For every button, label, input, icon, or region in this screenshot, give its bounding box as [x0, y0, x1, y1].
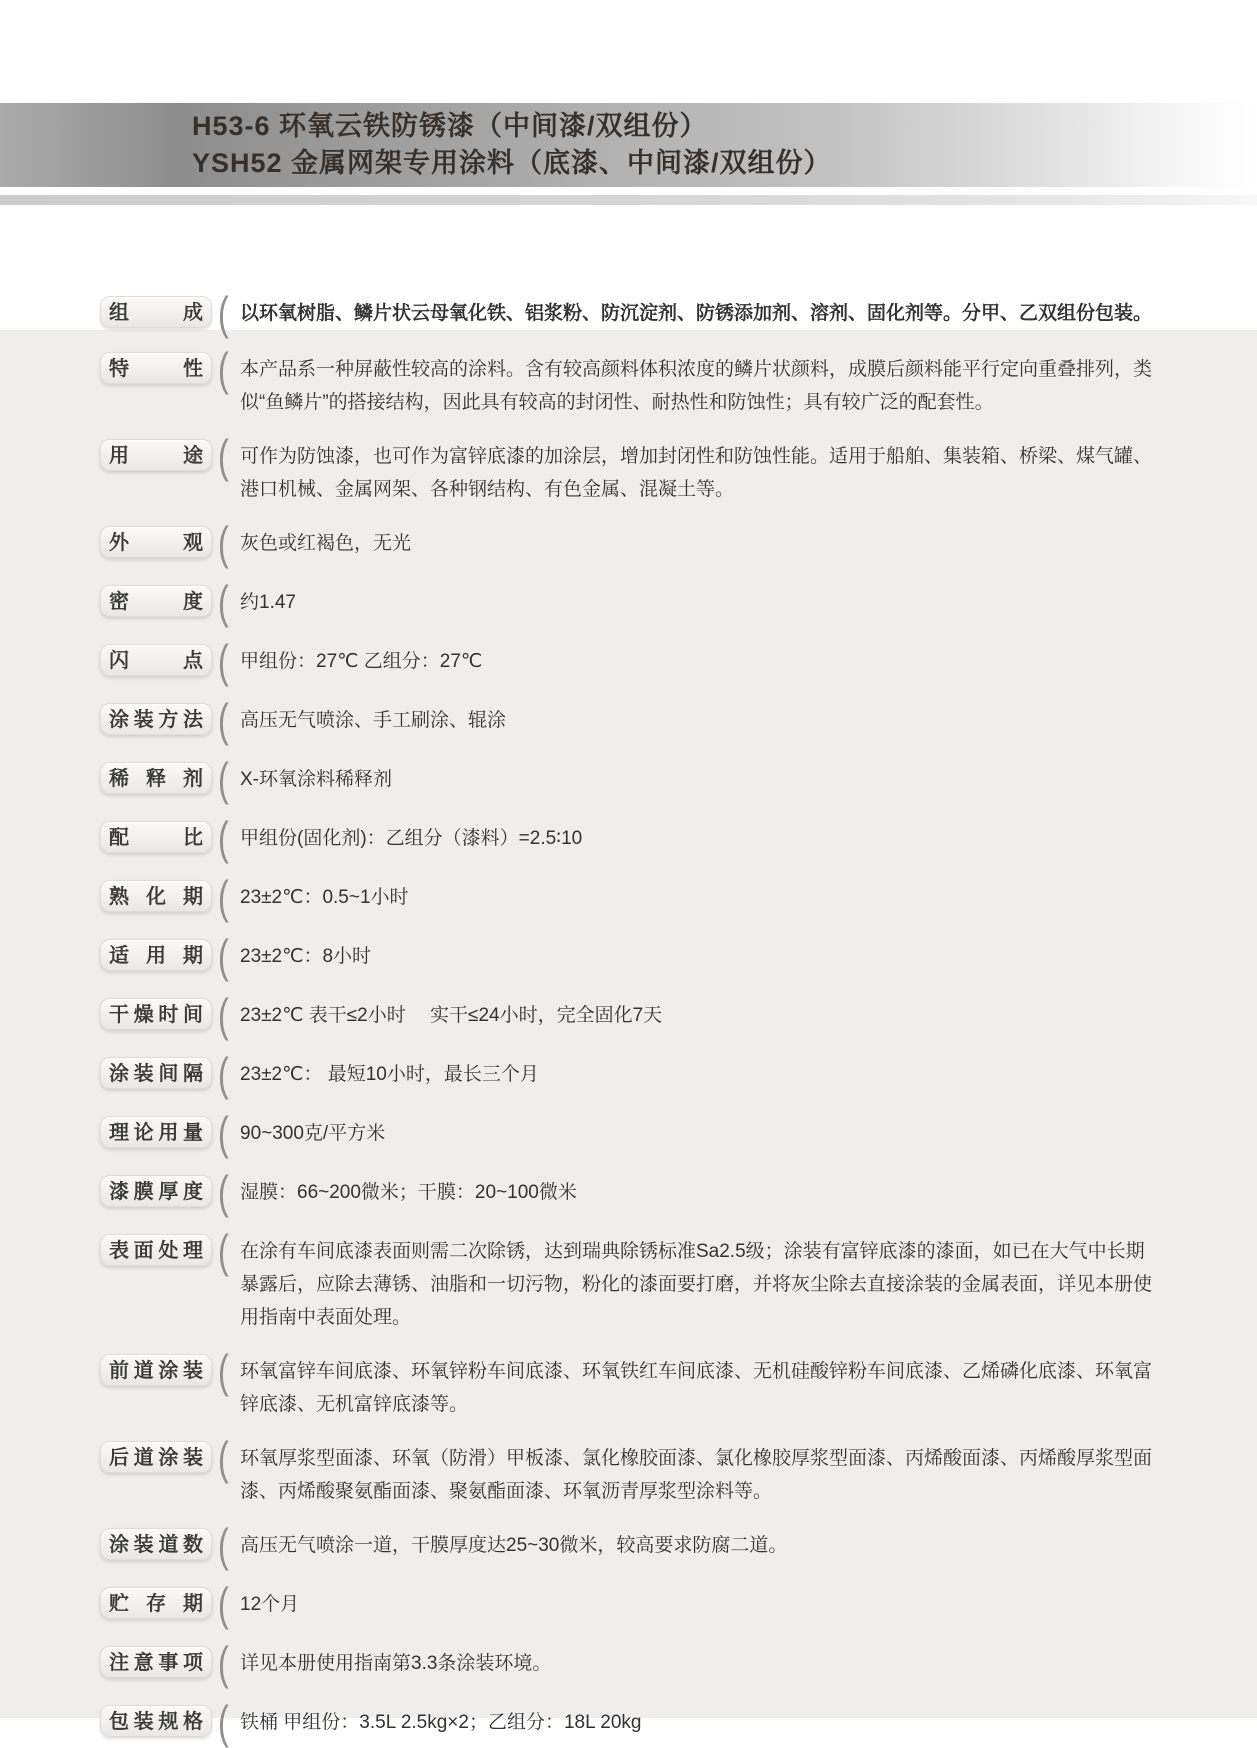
row-label: 包装规格 [100, 1705, 212, 1737]
row-value: 高压无气喷涂、手工刷涂、辊涂 [240, 710, 507, 731]
row-value: 在涂有车间底漆表面则需二次除锈，达到瑞典除锈标准Sa2.5级；涂装有富锌底漆的漆面，如已在大气中长期暴露后，应除去薄锈、油脂和一切污物，粉化的漆面要打磨，并将灰尘除去直接涂装的金属表面，详见本册使用指南中表面处理。 [240, 1241, 1153, 1328]
row-label: 熟化期 [100, 880, 212, 912]
row-label: 贮存期 [100, 1587, 212, 1619]
row-usage [100, 439, 1257, 506]
row-value: 可作为防蚀漆，也可作为富锌底漆的加涂层，增加封闭性和防蚀性能。适用于船舶、集装箱、桥梁、煤气罐、港口机械、金属网架、各种钢结构、有色金属、混凝土等。 [240, 446, 1153, 500]
row-label: 涂装间隔 [100, 1057, 212, 1089]
left-bracket-glyph [218, 1523, 231, 1567]
row-value: 约1.47 [240, 592, 296, 613]
left-bracket-glyph [218, 875, 231, 919]
row-value: 详见本册使用指南第3.3条涂装环境。 [240, 1653, 552, 1674]
header-accent-band [0, 195, 1257, 205]
row-pot-life [100, 939, 1257, 978]
row-value: 高压无气喷涂一道，干膜厚度达25~30微米，较高要求防腐二道。 [240, 1535, 788, 1556]
row-label: 漆膜厚度 [100, 1175, 212, 1207]
row-label: 用途 [100, 439, 212, 471]
left-bracket-glyph [218, 816, 231, 860]
row-value: 环氧厚浆型面漆、环氧（防滑）甲板漆、氯化橡胶面漆、氯化橡胶厚浆型面漆、丙烯酸面漆、丙烯酸厚浆型面漆、丙烯酸聚氨酯面漆、聚氨酯面漆、环氧沥青厚浆型涂料等。 [240, 1448, 1153, 1502]
left-bracket-glyph [218, 1170, 231, 1214]
row-label: 适用期 [100, 939, 212, 971]
row-value: 23±2℃： 最短10小时，最长三个月 [240, 1064, 539, 1085]
row-previous-coat [100, 1354, 1257, 1421]
left-bracket-glyph [218, 1229, 231, 1273]
product-title-line1: H53-6 环氧云铁防锈漆（中间漆/双组份） [192, 111, 708, 141]
row-precautions [100, 1646, 1257, 1685]
left-bracket-glyph [218, 698, 231, 742]
composition-section [0, 205, 1257, 330]
left-bracket-glyph [218, 580, 231, 624]
left-bracket-glyph [218, 1641, 231, 1685]
row-label: 外观 [100, 526, 212, 558]
row-label: 涂装方法 [100, 703, 212, 735]
row-subsequent-coat [100, 1441, 1257, 1508]
row-value: 甲组份(固化剂)：乙组分（漆料）=2.5∶10 [240, 828, 583, 849]
row-flash-point [100, 644, 1257, 683]
row-label: 闪点 [100, 644, 212, 676]
left-bracket-glyph [218, 347, 231, 391]
left-bracket-glyph [218, 1582, 231, 1626]
row-film-thickness [100, 1175, 1257, 1214]
left-bracket-glyph [218, 521, 231, 565]
row-packaging [100, 1705, 1257, 1744]
left-bracket-glyph [218, 993, 231, 1037]
left-bracket-glyph [218, 934, 231, 978]
row-label: 涂装道数 [100, 1528, 212, 1560]
left-bracket-glyph [218, 639, 231, 683]
left-bracket-glyph [218, 291, 231, 335]
row-label: 稀释剂 [100, 762, 212, 794]
page-header [0, 103, 1257, 187]
row-surface-treatment [100, 1234, 1257, 1334]
row-number-of-coats [100, 1528, 1257, 1567]
row-value: 甲组份：27℃ 乙组分：27℃ [240, 651, 483, 672]
row-mixing-ratio [100, 821, 1257, 860]
row-value: 90~300克/平方米 [240, 1123, 386, 1144]
row-label: 前道涂装 [100, 1354, 212, 1386]
row-density [100, 585, 1257, 624]
row-theoretical-consumption [100, 1116, 1257, 1155]
row-characteristics [100, 352, 1257, 419]
row-label: 理论用量 [100, 1116, 212, 1148]
row-value: 以环氧树脂、鳞片状云母氧化铁、铝浆粉、防沉淀剂、防锈添加剂、溶剂、固化剂等。分甲、乙双组份包装。 [240, 303, 1153, 324]
row-induction-time [100, 880, 1257, 919]
row-label: 注意事项 [100, 1646, 212, 1678]
row-label: 干燥时间 [100, 998, 212, 1030]
row-composition [100, 296, 1257, 335]
row-value: 铁桶 甲组份：3.5L 2.5kg×2；乙组分：18L 20kg [240, 1712, 642, 1733]
row-shelf-life [100, 1587, 1257, 1626]
row-recoat-interval [100, 1057, 1257, 1096]
left-bracket-glyph [218, 1700, 231, 1744]
row-value: 湿膜：66~200微米；干膜：20~100微米 [240, 1182, 577, 1203]
row-value: 灰色或红褐色，无光 [240, 533, 412, 554]
row-label: 后道涂装 [100, 1441, 212, 1473]
header-gap [0, 187, 1257, 195]
row-value: 23±2℃：0.5~1小时 [240, 887, 409, 908]
row-value: 12个月 [240, 1594, 300, 1615]
specs-section [0, 330, 1257, 1733]
row-value: 本产品系一种屏蔽性较高的涂料。含有较高颜料体积浓度的鳞片状颜料，成膜后颜料能平行定向重叠排列，类似“鱼鳞片”的搭接结构，因此具有较高的封闭性、耐热性和防蚀性；具有较广泛的配套性。 [240, 359, 1153, 413]
row-drying-time [100, 998, 1257, 1037]
left-bracket-glyph [218, 1349, 231, 1393]
left-bracket-glyph [218, 434, 231, 478]
left-bracket-glyph [218, 1111, 231, 1155]
product-title-line2: YSH52 金属网架专用涂料（底漆、中间漆/双组份） [192, 148, 832, 178]
left-bracket-glyph [218, 1052, 231, 1096]
row-value: 23±2℃ 表干≤2小时 实干≤24小时，完全固化7天 [240, 1005, 663, 1026]
left-bracket-glyph [218, 1436, 231, 1480]
row-thinner [100, 762, 1257, 801]
row-label: 特性 [100, 352, 212, 384]
row-label: 组成 [100, 296, 212, 328]
row-value: X-环氧涂料稀释剂 [240, 769, 393, 790]
row-application-method [100, 703, 1257, 742]
left-bracket-glyph [218, 757, 231, 801]
row-label: 配比 [100, 821, 212, 853]
row-label: 密度 [100, 585, 212, 617]
row-appearance [100, 526, 1257, 565]
row-label: 表面处理 [100, 1234, 212, 1266]
row-value: 23±2℃：8小时 [240, 946, 372, 967]
row-value: 环氧富锌车间底漆、环氧锌粉车间底漆、环氧铁红车间底漆、无机硅酸锌粉车间底漆、乙烯磷化底漆、环氧富锌底漆、无机富锌底漆等。 [240, 1361, 1153, 1415]
top-margin [0, 0, 1257, 103]
